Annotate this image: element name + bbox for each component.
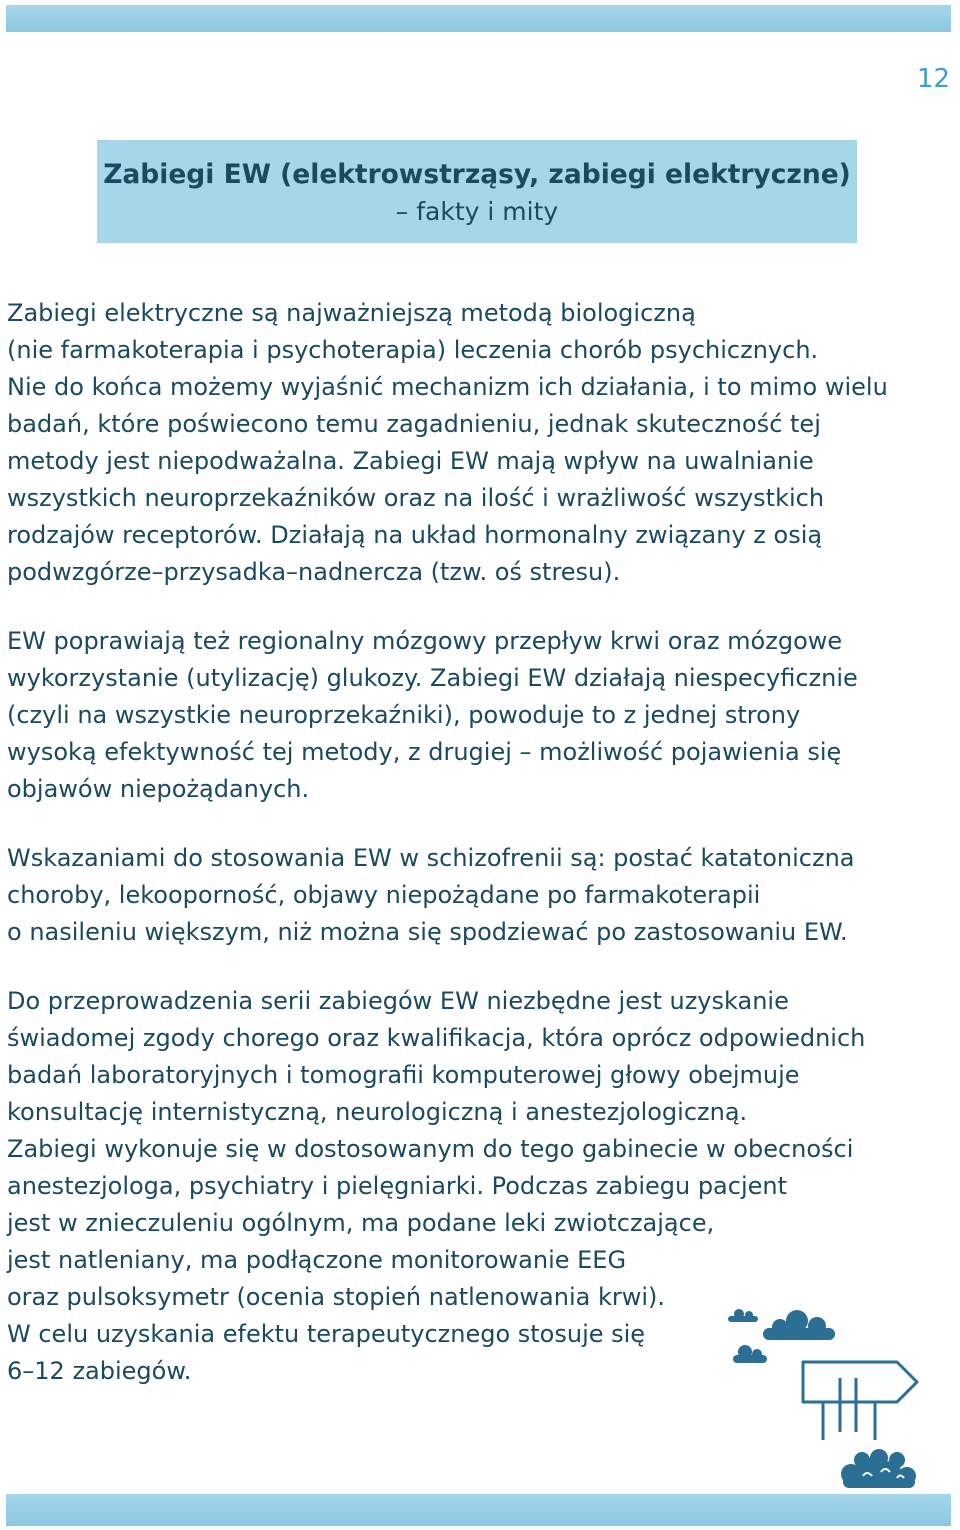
text-line: EW poprawiają też regionalny mózgowy przepływ krwi oraz mózgowe: [7, 627, 843, 655]
text-line: o nasileniu większym, niż można się spodziewać po zastosowaniu EW.: [7, 918, 848, 946]
text-line: Zabiegi elektryczne są najważniejszą metodą biologiczną: [7, 299, 696, 327]
text-line: badań laboratoryjnych i tomografii komputerowej głowy obejmuje: [7, 1061, 800, 1089]
signpost-icon: [803, 1362, 917, 1440]
text-line: (nie farmakoterapia i psychoterapia) leczenia chorób psychicznych.: [7, 336, 819, 364]
text-line: oraz pulsoksymetr (ocenia stopień natlenowania krwi).: [7, 1283, 666, 1311]
bottom-decorative-bar: [6, 1494, 951, 1526]
text-line: Wskazaniami do stosowania EW w schizofrenii są: postać katatoniczna: [7, 844, 855, 872]
text-line: W celu uzyskania efektu terapeutycznego stosuje się: [7, 1320, 646, 1348]
text-line: jest w znieczuleniu ogólnym, ma podane leki zwiotczające,: [7, 1209, 715, 1237]
text-line: świadomej zgody chorego oraz kwalifikacja, która oprócz odpowiednich: [7, 1024, 866, 1052]
text-line: (czyli na wszystkie neuroprzekaźniki), powoduje to z jednej strony: [7, 701, 801, 729]
text-line: jest natleniany, ma podłączone monitorowanie EEG: [7, 1246, 627, 1274]
text-line: anestezjologa, psychiatry i pielęgniarki. Podczas zabiegu pacjent: [7, 1172, 788, 1200]
cloud-icon: [733, 1345, 767, 1363]
text-line: wykorzystanie (utylizację) glukozy. Zabiegi EW działają niespecyficznie: [7, 664, 858, 692]
text-line: Do przeprowadzenia serii zabiegów EW niezbędne jest uzyskanie: [7, 987, 789, 1015]
text-line: badań, które poświecono temu zagadnieniu, jednak skuteczność tej: [7, 410, 821, 438]
text-line: wysoką efektywność tej metody, z drugiej – możliwość pojawienia się: [7, 738, 842, 766]
text-line: objawów niepożądanych.: [7, 775, 310, 803]
text-line: Zabiegi wykonuje się w dostosowanym do tego gabinecie w obecności: [7, 1135, 854, 1163]
paragraph-2: [7, 623, 957, 808]
cloud-icon: [728, 1309, 758, 1322]
text-line: konsultację internistyczną, neurologiczną i anestezjologiczną.: [7, 1098, 748, 1126]
top-decorative-bar: [6, 5, 951, 32]
page-number: 12: [916, 64, 950, 94]
brain-icon: [841, 1449, 916, 1488]
text-line: podwzgórze–przysadka–nadnercza (tzw. oś stresu).: [7, 558, 621, 586]
article-body: [7, 295, 957, 1390]
text-line: rodzajów receptorów. Działają na układ hormonalny związany z osią: [7, 521, 823, 549]
text-line: choroby, lekooporność, objawy niepożądane po farmakoterapii: [7, 881, 761, 909]
signpost-clouds-brain-icon: [725, 1300, 950, 1490]
page-title: Zabiegi EW (elektrowstrząsy, zabiegi elektryczne): [103, 159, 851, 190]
page-subtitle: – fakty i mity: [395, 197, 559, 226]
paragraph-1: [7, 295, 957, 591]
paragraph-3: [7, 840, 957, 951]
cloud-icon: [763, 1310, 835, 1340]
text-line: metody jest niepodważalna. Zabiegi EW mają wpływ na uwalnianie: [7, 447, 814, 475]
text-line: 6–12 zabiegów.: [7, 1357, 192, 1385]
text-line: Nie do końca możemy wyjaśnić mechanizm ich działania, i to mimo wielu: [7, 373, 888, 401]
text-line: wszystkich neuroprzekaźników oraz na ilość i wrażliwość wszystkich: [7, 484, 825, 512]
title-box: [97, 140, 857, 243]
